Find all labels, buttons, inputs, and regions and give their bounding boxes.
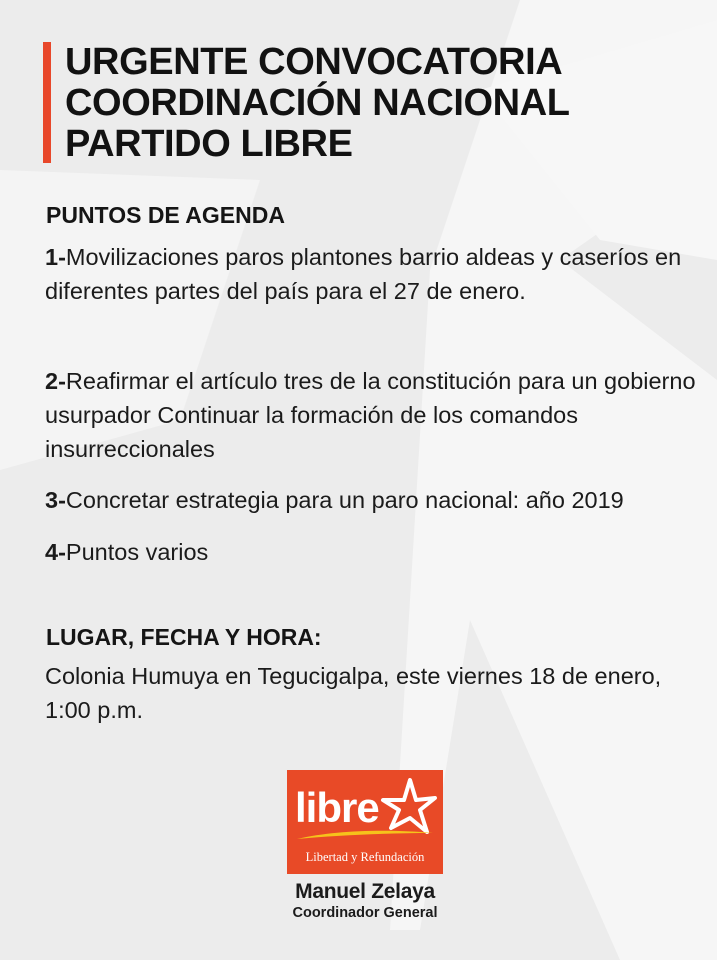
location-text: Colonia Humuya en Tegucigalpa, este viernes 18 de enero, 1:00 p.m. [45,663,662,723]
signer-role: Coordinador General [292,905,438,921]
agenda-item-2-number: 2- [45,368,66,394]
agenda-item-3-number: 3- [45,487,66,513]
page-title [65,42,705,165]
title-line-2: COORDINACIÓN NACIONAL [65,82,570,124]
agenda-item-3-text: Concretar estrategia para un paro nacional: año 2019 [65,487,624,513]
libre-logo [287,770,443,874]
agenda-item-1-number: 1- [45,244,66,270]
agenda-item-2 [45,364,705,466]
title-line-1: URGENTE CONVOCATORIA [65,41,563,83]
swoosh-icon [295,828,435,842]
logo-tagline: Libertad y Refundación [305,850,425,864]
agenda-item-4-number: 4- [45,539,66,565]
agenda-item-2-text: Reafirmar el artículo tres de la constitución para un gobierno usurpador Continuar la formación de los comandos insurreccionales [45,368,696,462]
agenda-item-4-text: Puntos varios [65,539,209,565]
title-accent-bar [43,42,51,163]
agenda-item-3 [45,483,717,517]
signer-name: Manuel Zelaya [295,880,435,903]
location-heading: LUGAR, FECHA Y HORA: [46,624,322,650]
agenda-item-4 [45,535,705,569]
agenda-item-1-text: Movilizaciones paros plantones barrio aldeas y caseríos en diferentes partes del país para el 27 de enero. [45,244,682,304]
agenda-heading: PUNTOS DE AGENDA [46,202,285,228]
logo-wordmark: libre [295,784,379,831]
agenda-item-1 [45,240,705,308]
title-line-3: PARTIDO LIBRE [65,123,353,165]
